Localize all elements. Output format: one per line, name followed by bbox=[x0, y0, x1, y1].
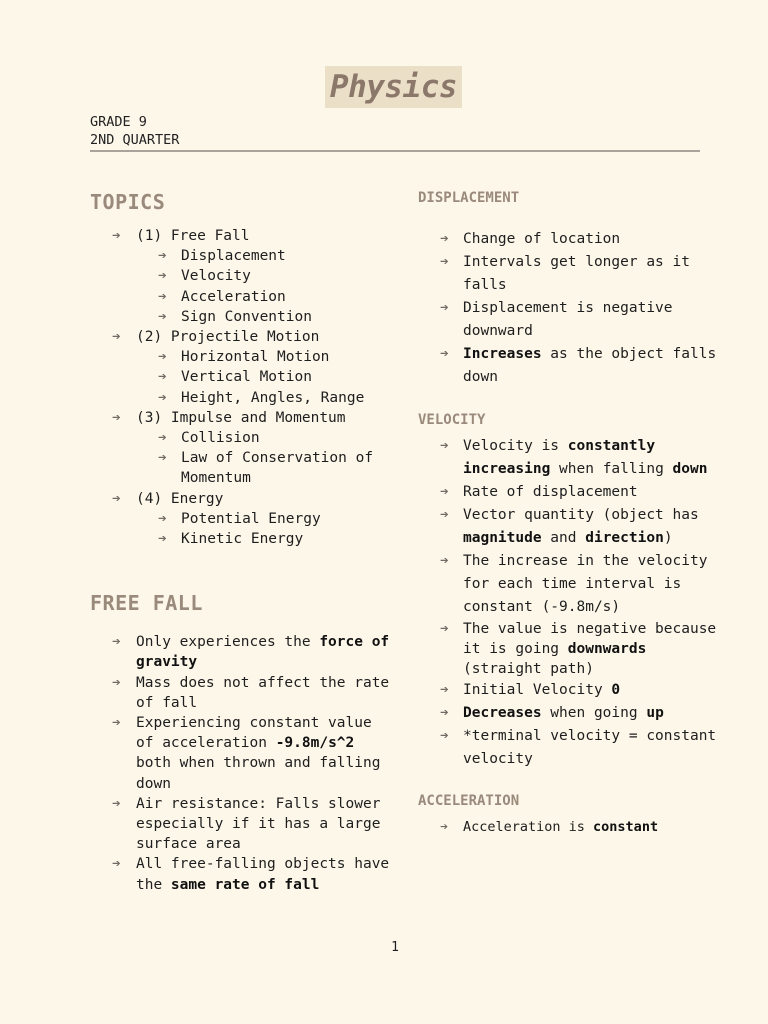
velocity-heading: VELOCITY bbox=[418, 412, 486, 428]
displacement-list bbox=[418, 228, 718, 389]
list-item: ➔ Acceleration is constant bbox=[418, 816, 718, 839]
list-item: ➔ Decreases when going up bbox=[418, 702, 718, 725]
arrow-icon: ➔ bbox=[158, 268, 167, 285]
subtopic-list bbox=[136, 428, 390, 489]
list-item: ➔ Displacement is negative downward bbox=[418, 297, 718, 343]
list-item: ➔ Mass does not affect the rate of fall bbox=[112, 674, 390, 711]
arrow-icon: ➔ bbox=[112, 634, 121, 651]
arrow-icon: ➔ bbox=[440, 254, 449, 270]
velocity-list bbox=[418, 435, 718, 771]
list-item: ➔ Air resistance: Falls slower especially if it has a large surface area bbox=[112, 795, 381, 853]
topic-item: ➔ (2) Projectile Motion ➔ Horizontal Motion ➔ Vertical Motion ➔ Height, Angles, Range bbox=[90, 327, 390, 408]
list-item: ➔ *terminal velocity = constant velocity bbox=[418, 725, 718, 771]
list-item: ➔ Initial Velocity 0 bbox=[418, 679, 718, 702]
arrow-icon: ➔ bbox=[440, 507, 449, 523]
subtopic-list bbox=[136, 246, 390, 327]
arrow-icon: ➔ bbox=[158, 531, 167, 548]
subtopic-item: ➔ Collision bbox=[136, 428, 390, 448]
topic-item: ➔ (4) Energy ➔ Potential Energy ➔ Kinetic Energy bbox=[90, 489, 390, 550]
page-title: Physics bbox=[325, 66, 462, 108]
arrow-icon: ➔ bbox=[158, 288, 167, 305]
list-item: ➔ Only experiences the force of gravity bbox=[112, 634, 390, 671]
arrow-icon: ➔ bbox=[440, 728, 449, 744]
list-item: ➔ Change of location bbox=[418, 228, 718, 251]
header-divider bbox=[90, 150, 700, 152]
subtopic-item: ➔ Height, Angles, Range bbox=[136, 388, 390, 408]
subtopic-item: ➔ Potential Energy bbox=[136, 509, 390, 529]
arrow-icon: ➔ bbox=[440, 819, 449, 835]
arrow-icon: ➔ bbox=[112, 329, 121, 346]
arrow-icon: ➔ bbox=[158, 349, 167, 366]
arrow-icon: ➔ bbox=[158, 369, 167, 386]
arrow-icon: ➔ bbox=[112, 409, 121, 426]
right-column bbox=[418, 190, 718, 839]
subtopic-item: ➔ Sign Convention bbox=[136, 307, 390, 327]
arrow-icon: ➔ bbox=[112, 715, 121, 732]
subtopic-list bbox=[136, 347, 390, 408]
arrow-icon: ➔ bbox=[112, 228, 121, 244]
arrow-icon: ➔ bbox=[158, 389, 167, 406]
arrow-icon: ➔ bbox=[112, 856, 121, 873]
list-item: ➔ Increases as the object falls down bbox=[418, 343, 718, 389]
arrow-icon: ➔ bbox=[440, 705, 449, 721]
free-fall-section bbox=[90, 591, 390, 895]
list-item: ➔ The increase in the velocity for each time interval is constant (-9.8m/s) bbox=[418, 550, 718, 619]
list-item: ➔ All free-falling objects have the same rate of fall bbox=[112, 856, 390, 893]
arrow-icon: ➔ bbox=[158, 248, 167, 265]
displacement-heading: DISPLACEMENT bbox=[418, 190, 520, 206]
subtopic-item: ➔ Displacement bbox=[136, 246, 390, 266]
acceleration-list bbox=[418, 816, 718, 839]
subtopic-list bbox=[136, 509, 390, 549]
arrow-icon: ➔ bbox=[112, 674, 121, 691]
topic-item: ➔ (1) Free Fall ➔ Displacement ➔ Velocity ➔ Acceleration ➔ Sign Convention bbox=[90, 226, 390, 327]
arrow-icon: ➔ bbox=[440, 346, 449, 362]
list-item: ➔ Velocity is constantly increasing when falling down bbox=[418, 435, 718, 481]
arrow-icon: ➔ bbox=[158, 510, 167, 527]
arrow-icon: ➔ bbox=[440, 300, 449, 316]
acceleration-heading: ACCELERATION bbox=[418, 793, 520, 809]
list-item: ➔ Rate of displacement bbox=[418, 481, 718, 504]
subtopic-item: ➔ Horizontal Motion bbox=[136, 347, 390, 367]
arrow-icon: ➔ bbox=[158, 450, 167, 467]
arrow-icon: ➔ bbox=[440, 231, 449, 247]
subtopic-item: ➔ Acceleration bbox=[136, 287, 390, 307]
left-column bbox=[90, 190, 390, 895]
free-fall-heading: FREE FALL bbox=[90, 591, 203, 616]
arrow-icon: ➔ bbox=[158, 308, 167, 325]
arrow-icon: ➔ bbox=[112, 490, 121, 507]
arrow-icon: ➔ bbox=[440, 621, 449, 637]
arrow-icon: ➔ bbox=[440, 484, 449, 500]
free-fall-list bbox=[90, 632, 390, 895]
subtopic-item: ➔ Vertical Motion bbox=[136, 367, 390, 387]
arrow-icon: ➔ bbox=[158, 430, 167, 447]
subtopic-item: ➔ Kinetic Energy bbox=[136, 529, 390, 549]
page-number: 1 bbox=[391, 940, 399, 955]
arrow-icon: ➔ bbox=[440, 553, 449, 569]
quarter-label: 2ND QUARTER bbox=[90, 132, 180, 148]
topic-item: ➔ (3) Impulse and Momentum ➔ Collision ➔ Law of Conservation of Momentum bbox=[90, 408, 390, 489]
arrow-icon: ➔ bbox=[440, 438, 449, 454]
subtopic-item: ➔ Velocity bbox=[136, 266, 390, 286]
list-item: ➔ Intervals get longer as it falls bbox=[418, 251, 718, 297]
topics-list bbox=[90, 226, 390, 549]
list-item: ➔ The value is negative because it is going downwards (straight path) bbox=[440, 621, 717, 677]
list-item: ➔ Vector quantity (object has magnitude and direction) bbox=[418, 504, 718, 550]
grade-label: GRADE 9 bbox=[90, 114, 147, 130]
arrow-icon: ➔ bbox=[440, 682, 449, 698]
subtopic-item: ➔ Law of Conservation of Momentum bbox=[158, 450, 374, 487]
arrow-icon: ➔ bbox=[112, 795, 121, 812]
list-item: ➔ Experiencing constant value of acceleration -9.8m/s^2 both when thrown and falling down bbox=[112, 715, 381, 792]
topics-heading: TOPICS bbox=[90, 190, 166, 214]
